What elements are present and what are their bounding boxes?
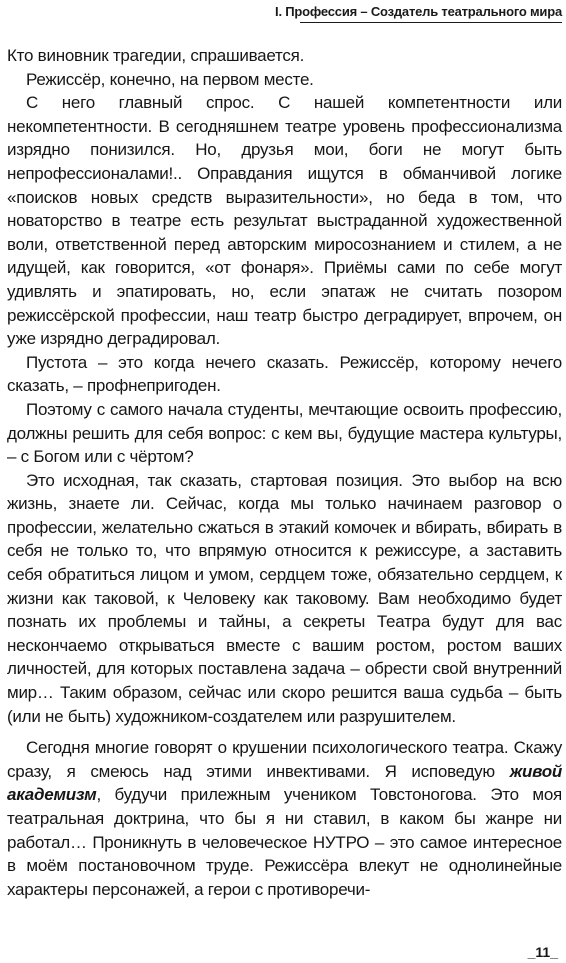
running-header: I. Профессия – Создатель театрального мира [275,4,562,19]
paragraph-7-end: , будучи прилежным учеником Товстоногова. Это моя театральная доктрина, что бы я ни ставил, в каком бы жанре ни работал… Проникнуть в человеческое НУТРО – это самое интересное в моём постановочном труде. Режиссёра влекут не однолинейные характеры персонажей, а герои с противоречи- [7,785,562,899]
paragraph-2: Режиссёр, конечно, на первом месте. [26,69,314,89]
paragraph-7 [7,736,562,901]
emphasis-zhivoy-akademizm: живой академизм [7,761,562,805]
paragraph-1: Кто виновник трагедии, спрашивается. [7,46,305,65]
page-number: _11_ [527,944,558,960]
body-text [7,44,562,901]
paragraph-5: Поэтому с самого начала студенты, мечтающие освоить профессию, должны решить для себя вопрос: с кем вы, будущие мастера культуры, – с Богом или с чёртом? [7,399,562,467]
header-rule [300,22,562,23]
paragraph-6: Это исходная, так сказать, стартовая позиция. Это выбор на всю жизнь, знаете ли. Сейчас, когда мы только начинаем разговор о профессии, желательно сжаться в этакий комочек и вбирать, вбирать в себя не только то, что впрямую относится к режиссуре, а заставить себя обратиться лицом и умом, сердцем тоже, обязательно сердцем, к жизни как таковой, к Человеку как таковому. Вам необходимо будет познать их проблемы и тайны, а секреты Театра будут для вас нескончаемо открываться вместе с вашим ростом, ростом ваших личностей, для которых поставлена задача – обрести свой внутренний мир… Таким образом, сейчас или скоро решится ваша судьба – быть (или не быть) художником-создателем или разрушителем. [7,470,562,726]
paragraph-7-start: Сегодня многие говорят о крушении психологического театра. Скажу сразу, я смеюсь над этими инвективами. Я исповедую [7,738,562,781]
paragraph-4: Пустота – это когда нечего сказать. Режиссёр, которому нечего сказать, – профнепригоден. [7,352,562,396]
paragraph-3: С него главный спрос. С нашей компетентности или некомпетентности. В сегодняшнем театре уровень профессионализма изрядно понизился. Но, друзья мои, боги не могут быть непрофессионалами!.. Оправдания ищутся в обманчивой логике «поисков новых средств выразительности», но беда в том, что новаторство в театре есть результат выстраданной художественной воли, ответственной перед авторским миросознанием и стилем, а не идущей, как говорится, «от фонаря». Приёмы сами по себе могут удивлять и эпатировать, но, если эпатаж не считать позором режиссёрской профессии, наш театр быстро деградирует, впрочем, он уже изрядно деградировал. [7,93,562,349]
